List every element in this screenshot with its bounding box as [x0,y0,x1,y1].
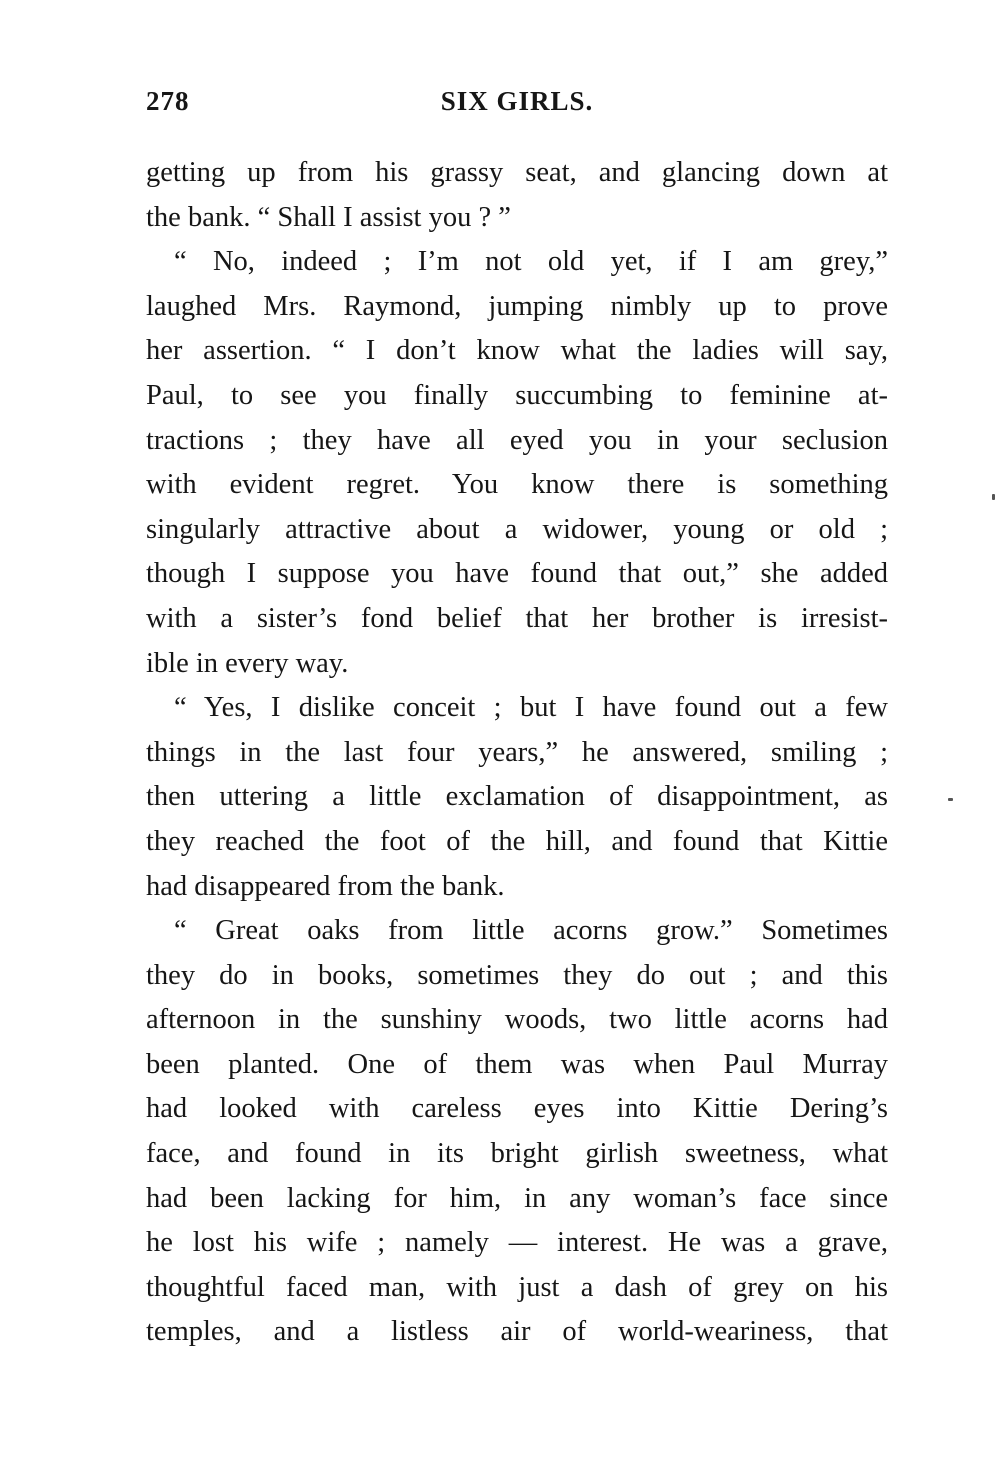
text-line: with evident regret. You know there is something [146,469,888,501]
text-line: “ Great oaks from little acorns grow.” Sometimes [174,915,888,947]
text-line: her assertion. “ I don’t know what the ladies will say, [146,335,888,367]
text-line: he lost his wife ; namely — interest. He was a grave, [146,1227,888,1259]
text-line: they do in books, sometimes they do out ; and this [146,959,888,991]
text-line: temples, and a listless air of world-weariness, that [146,1316,888,1348]
text-line: had disappeared from the bank. [146,870,505,902]
text-line: things in the last four years,” he answered, smiling ; [146,736,888,768]
body-text [146,151,888,1355]
text-line: had looked with careless eyes into Kittie Dering’s [146,1093,888,1125]
text-line: though I suppose you have found that out,” she added [146,558,888,590]
print-speck [948,798,953,801]
running-title: SIX GIRLS. [440,86,594,116]
text-line: laughed Mrs. Raymond, jumping nimbly up to prove [146,290,888,322]
text-line: face, and found in its bright girlish sweetness, what [146,1138,888,1170]
text-line: with a sister’s fond belief that her brother is irresist- [146,602,888,634]
print-speck [992,494,995,500]
text-line: then uttering a little exclamation of disappointment, as [146,781,888,813]
text-line: singularly attractive about a widower, young or old ; [146,513,888,545]
page-number: 278 [146,86,190,116]
text-line: the bank. “ Shall I assist you ? ” [146,201,511,233]
text-line: afternoon in the sunshiny woods, two little acorns had [146,1004,888,1036]
text-line: “ No, indeed ; I’m not old yet, if I am grey,” [174,246,888,278]
text-line: ible in every way. [146,647,349,679]
text-line: thoughtful faced man, with just a dash of grey on his [146,1271,888,1303]
text-line: been planted. One of them was when Paul Murray [146,1048,888,1080]
text-line: Paul, to see you finally succumbing to feminine at- [146,379,888,411]
text-line: “ Yes, I dislike conceit ; but I have found out a few [174,692,888,724]
text-line: had been lacking for him, in any woman’s face since [146,1182,888,1214]
text-line: they reached the foot of the hill, and found that Kittie [146,825,888,857]
running-head [146,86,888,126]
text-line: getting up from his grassy seat, and glancing down at [146,157,888,188]
text-line: tractions ; they have all eyed you in your seclusion [146,424,888,456]
